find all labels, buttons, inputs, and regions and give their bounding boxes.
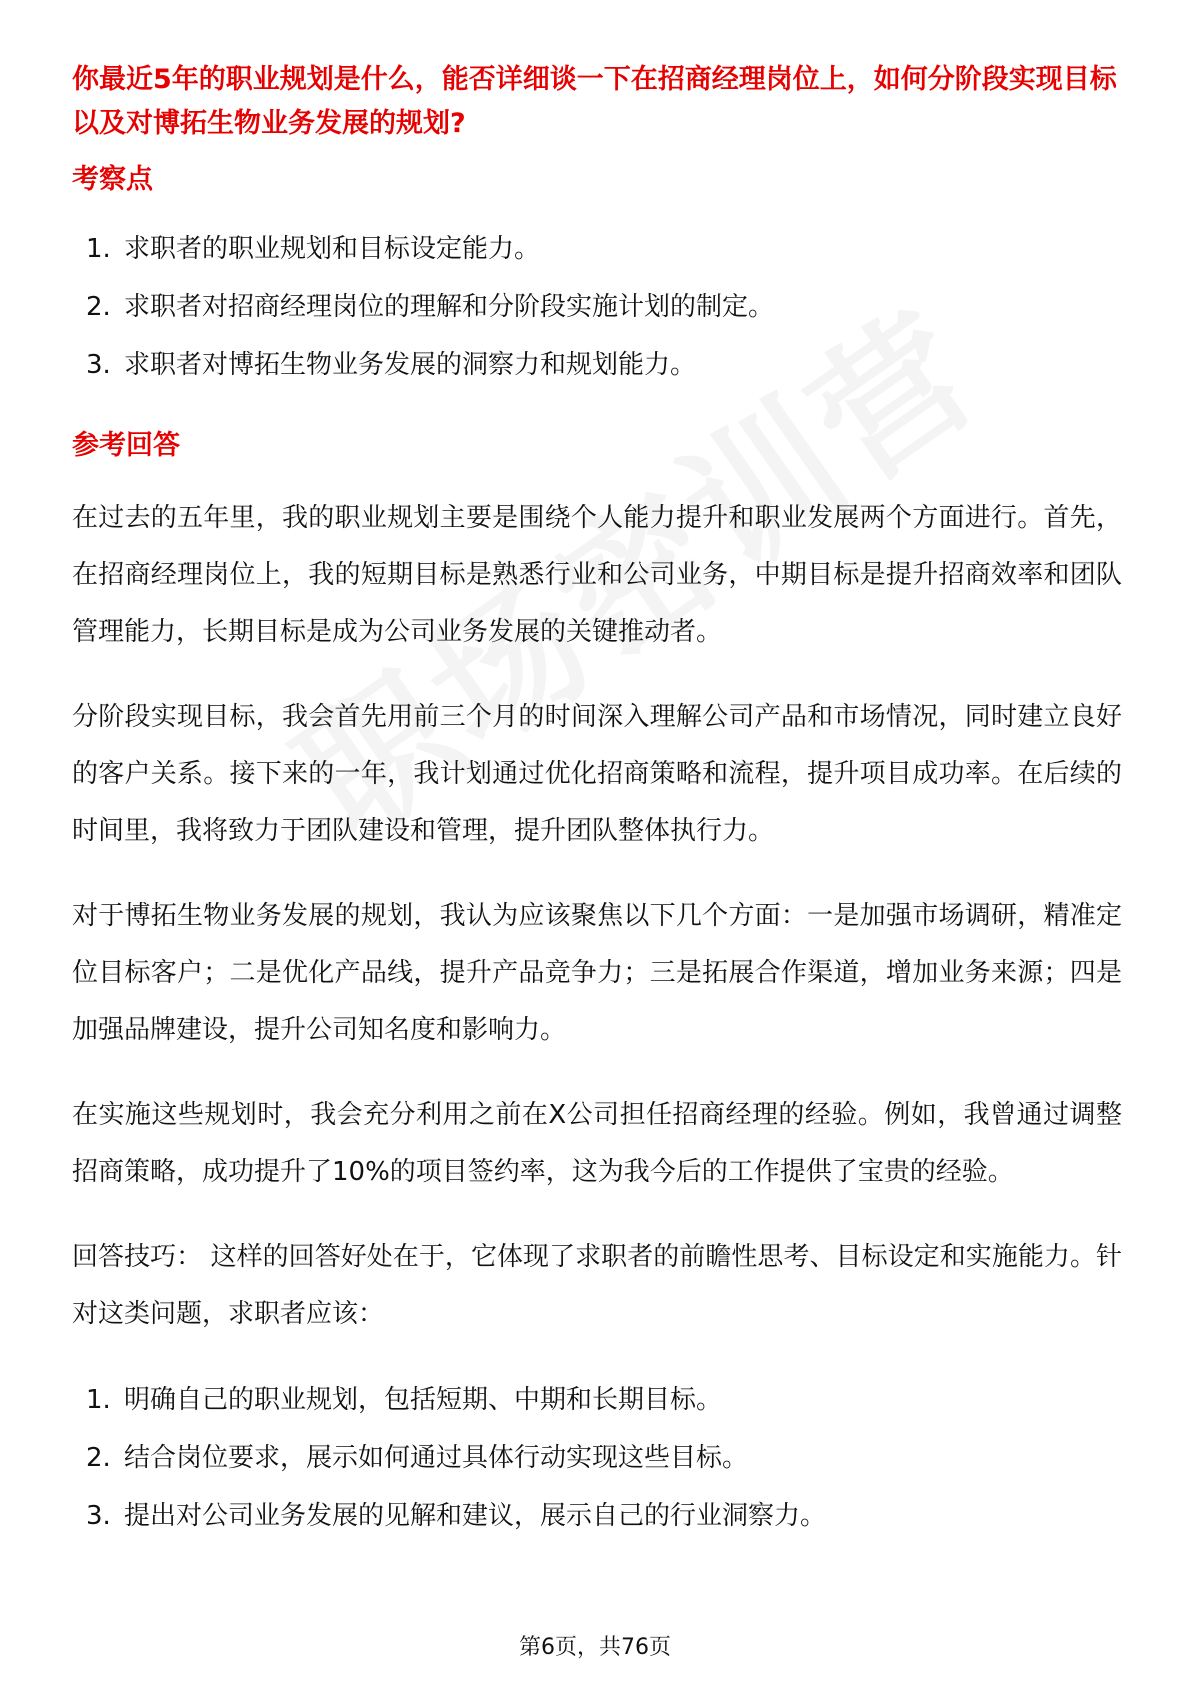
- list-number: 2.: [86, 1443, 111, 1473]
- question-title: 你最近5年的职业规划是什么，能否详细谈一下在招商经理岗位上，如何分阶段实现目标以及对博拓生物业务发展的规划?: [72, 64, 1117, 139]
- tips-paragraph: 回答技巧： 这样的回答好处在于，它体现了求职者的前瞻性思考、目标设定和实施能力。针对这类问题，求职者应该：: [72, 1242, 1122, 1329]
- list-number: 3.: [86, 350, 111, 380]
- list-item: [72, 1371, 1122, 1429]
- list-text: 提出对公司业务发展的见解和建议，展示自己的行业洞察力。: [124, 1501, 827, 1531]
- page-footer: 第6页，共76页: [519, 1635, 671, 1660]
- answer-paragraph: 分阶段实现目标，我会首先用前三个月的时间深入理解公司产品和市场情况，同时建立良好的客户关系。接下来的一年，我计划通过优化招商策略和流程，提升项目成功率。在后续的时间里，我将致力于团队建设和管理，提升团队整体执行力。: [72, 702, 1122, 846]
- focus-points-list: [72, 220, 1122, 394]
- list-item: [72, 1429, 1122, 1487]
- list-number: 3.: [86, 1501, 111, 1531]
- list-item: [72, 278, 1122, 336]
- list-number: 2.: [86, 292, 111, 322]
- list-text: 明确自己的职业规划，包括短期、中期和长期目标。: [124, 1385, 723, 1415]
- list-text: 求职者对招商经理岗位的理解和分阶段实施计划的制定。: [124, 292, 775, 322]
- answer-paragraph: 在实施这些规划时，我会充分利用之前在X公司担任招商经理的经验。例如，我曾通过调整招商策略，成功提升了10%的项目签约率，这为我今后的工作提供了宝贵的经验。: [72, 1100, 1122, 1187]
- list-text: 求职者的职业规划和目标设定能力。: [124, 234, 541, 264]
- list-number: 1.: [86, 234, 111, 264]
- answer-paragraph: 在过去的五年里，我的职业规划主要是围绕个人能力提升和职业发展两个方面进行。首先，在招商经理岗位上，我的短期目标是熟悉行业和公司业务，中期目标是提升招商效率和团队管理能力，长期目标是成为公司业务发展的关键推动者。: [72, 503, 1122, 647]
- list-item: [72, 336, 1122, 394]
- tips-list: [72, 1371, 1122, 1545]
- list-text: 求职者对博拓生物业务发展的洞察力和规划能力。: [124, 350, 697, 380]
- list-item: [72, 1487, 1122, 1545]
- focus-heading: 考察点: [72, 164, 153, 195]
- list-item: [72, 220, 1122, 278]
- list-text: 结合岗位要求，展示如何通过具体行动实现这些目标。: [124, 1443, 749, 1473]
- list-number: 1.: [86, 1385, 111, 1415]
- answer-heading: 参考回答: [72, 430, 180, 461]
- answer-paragraph: 对于博拓生物业务发展的规划，我认为应该聚焦以下几个方面：一是加强市场调研，精准定位目标客户；二是优化产品线，提升产品竞争力；三是拓展合作渠道，增加业务来源；四是加强品牌建设，提升公司知名度和影响力。: [72, 901, 1122, 1045]
- page-content: [72, 58, 1122, 1545]
